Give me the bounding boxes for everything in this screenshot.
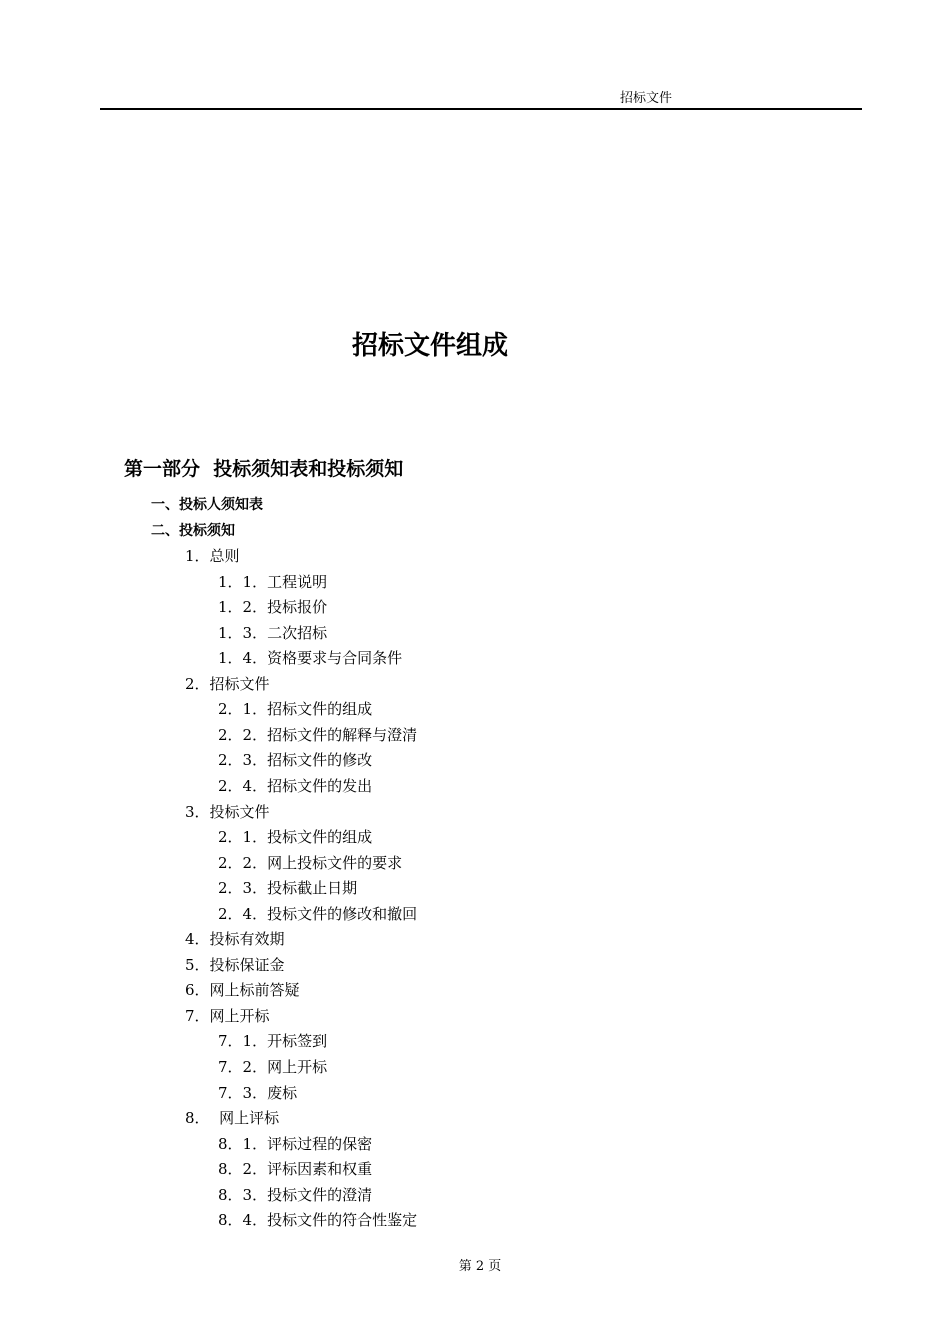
- toc-chapter-item: 3．投标文件: [185, 802, 270, 821]
- toc-subsection-item: 2．2．网上投标文件的要求: [218, 853, 403, 872]
- toc-subsection-item: 1．3．二次招标: [218, 623, 328, 642]
- toc-subsection-item: 2．1．投标文件的组成: [218, 828, 373, 847]
- header-divider: [100, 108, 862, 110]
- toc-section-heading: 二、投标须知: [151, 522, 235, 539]
- page-number: 第 2 页: [458, 1259, 502, 1274]
- toc-chapter-item: 2．招标文件: [185, 674, 270, 693]
- toc-subsection-item: 1．2．投标报价: [218, 598, 328, 617]
- toc-subsection-item: 7．3．废标: [218, 1083, 298, 1102]
- running-header: 招标文件: [620, 91, 673, 106]
- toc-subsection-item: 8．3．投标文件的澄清: [218, 1185, 373, 1204]
- toc-subsection-item: 8．2．评标因素和权重: [218, 1160, 373, 1179]
- toc-chapter-item: 4．投标有效期: [185, 930, 285, 949]
- toc-subsection-item: 2．3．招标文件的修改: [218, 751, 373, 770]
- toc-subsection-item: 2．2．招标文件的解释与澄清: [218, 725, 418, 744]
- toc-subsection-item: 8．1．评标过程的保密: [218, 1134, 373, 1153]
- toc-subsection-item: 7．2．网上开标: [218, 1058, 328, 1077]
- toc-subsection-item: 7．1．开标签到: [218, 1032, 328, 1051]
- toc-chapter-item: 7．网上开标: [185, 1006, 270, 1025]
- toc-subsection-item: 2．4．招标文件的发出: [218, 777, 373, 796]
- toc-section-heading: 一、投标人须知表: [151, 497, 263, 513]
- toc-subsection-item: 2．3．投标截止日期: [218, 879, 358, 898]
- toc-chapter-item: 8． 网上评标: [185, 1109, 280, 1128]
- toc-chapter-item: 1．总则: [185, 547, 240, 566]
- toc-subsection-item: 2．1．招标文件的组成: [218, 700, 373, 719]
- toc-subsection-item: 1．4．资格要求与合同条件: [218, 649, 403, 668]
- toc-chapter-item: 6．网上标前答疑: [185, 981, 300, 1000]
- toc-chapter-item: 5．投标保证金: [185, 955, 285, 974]
- table-of-contents: [0, 493, 950, 1234]
- toc-subsection-item: 1．1．工程说明: [218, 572, 328, 591]
- toc-subsection-item: 2．4．投标文件的修改和撤回: [218, 904, 418, 923]
- toc-subsection-item: 8．4．投标文件的符合性鉴定: [218, 1211, 418, 1230]
- part-title: 第一部分 投标须知表和投标须知: [124, 458, 404, 480]
- document-title: 招标文件组成: [351, 331, 508, 361]
